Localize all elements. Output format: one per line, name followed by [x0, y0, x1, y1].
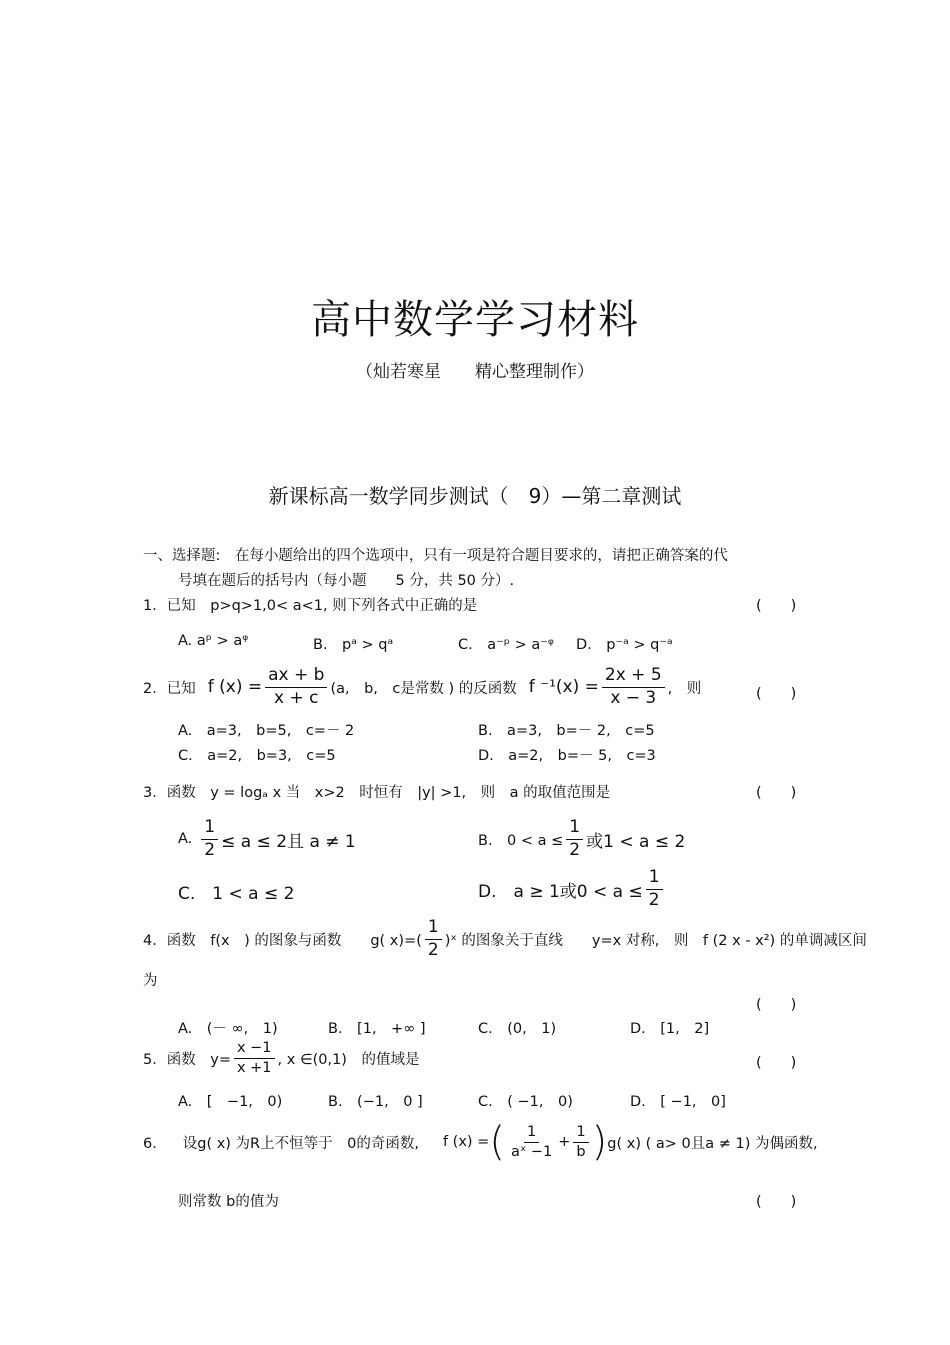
fraction-numerator: 1	[646, 868, 663, 890]
question-4-continuation: 为	[143, 973, 158, 989]
function-f: f (x) =	[207, 677, 263, 698]
question-text: , 则	[667, 680, 702, 697]
answer-paren: ( )	[756, 1194, 797, 1210]
fraction-numerator: 1	[573, 1124, 588, 1143]
test-title: 新课标高一数学同步测试（ 9）—第二章测试	[268, 484, 682, 508]
option-text: D. a ≥ 1或0 < a ≤	[478, 881, 643, 902]
option-b: B. (−1, 0 ]	[328, 1094, 423, 1110]
fraction-numerator: 1	[201, 818, 218, 840]
page-title: 高中数学学习材料	[311, 297, 639, 343]
page-subtitle: （灿若寒星 精心整理制作）	[356, 362, 594, 382]
fraction-denominator: x +1	[236, 1059, 272, 1076]
option-c: C. a⁻ᵖ > a⁻ᵠ	[458, 637, 554, 653]
fraction-numerator: x −1	[234, 1040, 275, 1059]
question-5	[143, 1040, 419, 1076]
fraction	[234, 1040, 275, 1076]
fraction-denominator: x + c	[274, 687, 319, 708]
fraction-denominator: x − 3	[610, 687, 657, 708]
question-number: 4．	[143, 932, 167, 949]
fraction-denominator: 2	[569, 839, 581, 860]
fraction-numerator: 1	[425, 918, 442, 940]
option-c: C. a=2, b=3, c=5	[178, 748, 336, 764]
option-a: A. [ −1, 0)	[178, 1094, 283, 1110]
function-inverse: f ⁻¹(x) =	[528, 677, 599, 698]
option-b: B. pᵃ > qᵃ	[313, 637, 394, 653]
question-text: 函数 y=	[166, 1051, 231, 1068]
plus-sign: +	[558, 1134, 571, 1150]
option-a: A. aᵖ > aᵠ	[178, 633, 249, 649]
option-d: D. [1, 2]	[630, 1021, 710, 1037]
option-a	[178, 818, 356, 860]
question-text: )ˣ 的图象关于直线 y=x 对称, 则 f (2 x - x²) 的单调减区间	[444, 932, 867, 949]
question-text: 已知 p>q>1,0< a<1, 则下列各式中正确的是	[166, 598, 478, 614]
question-text: 函数 y = logₐ x 当 x>2 时恒有 |y| >1, 则 a 的取值范围是	[166, 785, 611, 801]
answer-paren: ( )	[756, 686, 797, 702]
question-number: 5．	[143, 1051, 167, 1068]
option-b: B. a=3, b=－ 2, c=5	[478, 723, 655, 739]
fraction	[573, 1124, 588, 1160]
question-text: (a, b, c是常数 ) 的反函数	[330, 680, 517, 697]
question-text: , x ∈(0,1) 的值域是	[277, 1051, 420, 1068]
option-b	[478, 818, 685, 860]
question-number: 1．	[143, 598, 167, 614]
fraction-denominator: b	[576, 1143, 586, 1160]
answer-paren: ( )	[756, 997, 797, 1013]
fraction-inverse	[602, 666, 665, 708]
fraction-denominator: 2	[648, 889, 660, 910]
option-d: D. p⁻ᵃ > q⁻ᵃ	[576, 637, 673, 653]
fraction-denominator: 2	[204, 839, 216, 860]
fraction-numerator: ax + b	[265, 666, 327, 688]
question-6	[143, 1119, 818, 1165]
fraction-numerator: 2x + 5	[602, 666, 665, 688]
option-b: B. [1, +∞ ]	[328, 1021, 426, 1037]
fraction	[425, 918, 442, 960]
question-number: 2．	[143, 680, 167, 697]
option-text: ≤ a ≤ 2且 a ≠ 1	[221, 831, 356, 852]
fraction-denominator: 2	[427, 939, 439, 960]
question-3	[143, 781, 610, 802]
question-number: 3．	[143, 785, 167, 801]
left-paren: (	[489, 1119, 505, 1165]
answer-paren: ( )	[756, 785, 797, 801]
fraction-numerator: 1	[524, 1124, 539, 1143]
section-instructions-line2: 号填在题后的括号内（每小题 5 分，共 50 分）.	[178, 573, 515, 589]
question-4	[143, 918, 867, 960]
fraction	[201, 818, 218, 860]
question-6-continuation: 则常数 b的值为	[178, 1194, 279, 1210]
fraction	[566, 818, 583, 860]
option-d: D. a=2, b=－ 5, c=3	[478, 748, 656, 764]
answer-paren: ( )	[756, 1055, 797, 1071]
answer-paren: ( )	[756, 598, 797, 614]
right-paren: )	[591, 1119, 608, 1165]
question-2	[143, 666, 701, 708]
option-c: C. (0, 1)	[478, 1021, 557, 1037]
option-c: C. 1 < a ≤ 2	[178, 884, 295, 904]
option-a: A. a=3, b=5, c=－ 2	[178, 723, 355, 739]
option-label: A.	[178, 831, 193, 848]
option-d: D. [ −1, 0]	[630, 1094, 726, 1110]
option-a: A. (－ ∞, 1)	[178, 1021, 278, 1037]
question-text: 设g( x) 为R上不恒等于 0的奇函数,	[182, 1135, 419, 1152]
question-text: g( x) ( a> 0且a ≠ 1) 为偶函数,	[607, 1135, 818, 1152]
fraction-denominator: aˣ −1	[510, 1143, 553, 1160]
section-instructions-line1: 一、选择题: 在每小题给出的四个选项中，只有一项是符合题目要求的，请把正确答案的代	[143, 548, 728, 564]
option-c: C. ( −1, 0)	[478, 1094, 573, 1110]
option-d	[478, 868, 666, 910]
question-1	[143, 594, 477, 615]
fraction	[646, 868, 663, 910]
option-text: B. 0 < a ≤	[478, 832, 564, 849]
fraction-numerator: 1	[566, 818, 583, 840]
fraction-f	[265, 666, 327, 708]
question-number: 6．	[143, 1135, 167, 1152]
function-f: f (x) =	[442, 1134, 490, 1150]
question-text: 函数 f(x ) 的图象与函数 g( x)=(	[166, 932, 422, 949]
fraction	[508, 1124, 555, 1160]
option-text: 或1 < a ≤ 2	[586, 831, 686, 852]
question-text: 已知	[166, 680, 196, 697]
